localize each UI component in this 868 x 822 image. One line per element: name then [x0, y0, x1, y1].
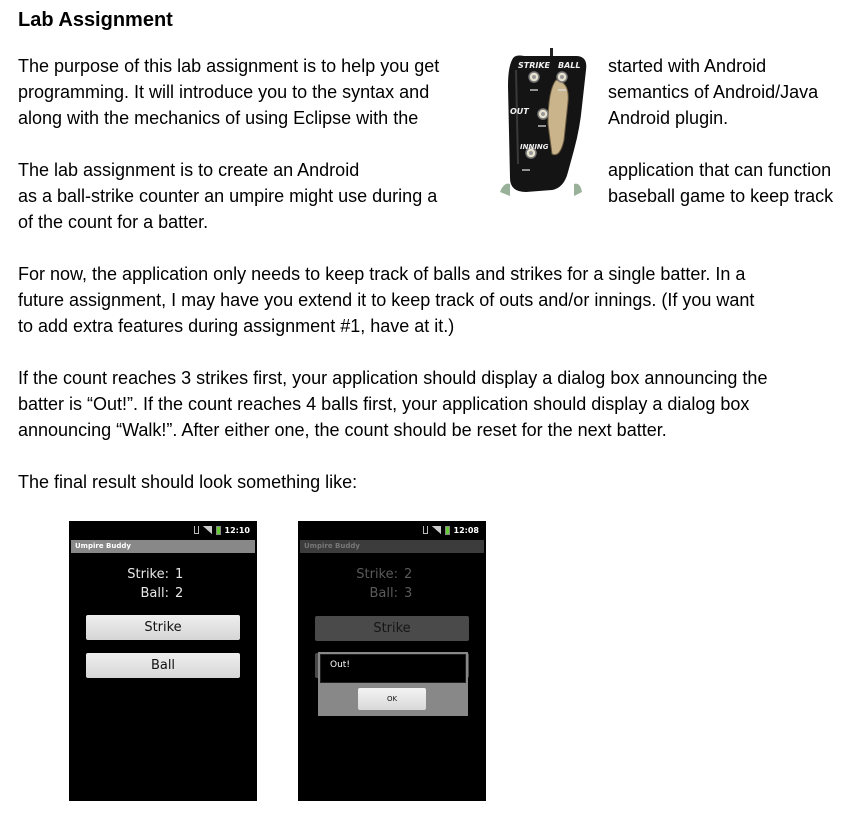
paragraph3-line3: to add extra features during assignment #1, have at it.) — [18, 316, 455, 336]
signal-icon — [432, 526, 441, 534]
paragraph4-line2: batter is “Out!”. If the count reaches 4 balls first, your application should display a dialog box — [18, 394, 750, 414]
paragraph2-line2: as a ball-strike counter an umpire might use during a — [18, 186, 438, 206]
battery-icon — [445, 526, 450, 535]
usb-icon — [194, 526, 199, 534]
status-bar — [298, 521, 486, 539]
clicker-label-inning: INNING — [520, 143, 549, 151]
ball-count — [69, 584, 189, 603]
paragraph3-line1: For now, the application only needs to keep track of balls and strikes for a single batter. In a — [18, 264, 746, 284]
status-time: 12:08 — [453, 525, 479, 535]
status-time: 12:10 — [224, 525, 250, 535]
dialog-message: Out! — [320, 654, 466, 683]
paragraph1-right-line2: semantics of Android/Java — [608, 82, 819, 102]
strike-count-label: Strike: — [127, 567, 169, 582]
strike-count — [69, 565, 189, 584]
status-bar — [69, 521, 257, 539]
usb-icon — [423, 526, 428, 534]
strike-count-value: 1 — [175, 567, 184, 582]
dialog-ok-button[interactable]: OK — [358, 688, 426, 710]
document-title: Lab Assignment — [18, 9, 173, 31]
paragraph2-line1: The lab assignment is to create an Android — [18, 160, 360, 180]
clicker-label-ball: BALL — [558, 61, 581, 70]
ball-count-value: 2 — [175, 586, 184, 601]
paragraph2-right-line1: application that can function — [608, 160, 832, 180]
paragraph2-line3: of the count for a batter. — [18, 212, 209, 232]
ball-count — [298, 584, 418, 603]
closing-line: The final result should look something like: — [18, 472, 358, 492]
clicker-label-strike: STRIKE — [518, 61, 551, 70]
paragraph1-line3: along with the mechanics of using Eclipse with the — [18, 108, 419, 128]
strike-button: Strike — [315, 616, 469, 641]
clicker-label-out: OUT — [510, 107, 529, 116]
app-title-bar: Umpire Buddy — [71, 540, 255, 553]
paragraph4-line1: If the count reaches 3 strikes first, your application should display a dialog box announcing the — [18, 368, 768, 388]
strike-count-value: 2 — [404, 567, 413, 582]
ball-count-label: Ball: — [369, 586, 398, 601]
paragraph1-line2: programming. It will introduce you to the syntax and — [18, 82, 430, 102]
paragraph1-line1: The purpose of this lab assignment is to help you get — [18, 56, 440, 76]
phone-screenshot-out-dialog — [298, 521, 486, 801]
strike-count — [298, 565, 418, 584]
strike-button[interactable]: Strike — [86, 615, 240, 640]
paragraph1-right-line1: started with Android — [608, 56, 767, 76]
paragraph1-right-line3: Android plugin. — [608, 108, 729, 128]
paragraph2-right-line2: baseball game to keep track — [608, 186, 834, 206]
battery-icon — [216, 526, 221, 535]
paragraph4-line3: announcing “Walk!”. After either one, the count should be reset for the next batter. — [18, 420, 667, 440]
phone-screenshot-counting — [69, 521, 257, 801]
ball-count-value: 3 — [404, 586, 413, 601]
paragraph3-line2: future assignment, I may have you extend it to keep track of outs and/or innings. (If you want — [18, 290, 755, 310]
strike-count-label: Strike: — [356, 567, 398, 582]
umpire-indicator-image — [494, 46, 594, 196]
ball-count-label: Ball: — [140, 586, 169, 601]
app-title-bar: Umpire Buddy — [300, 540, 484, 553]
signal-icon — [203, 526, 212, 534]
out-dialog — [318, 652, 468, 716]
ball-button[interactable]: Ball — [86, 653, 240, 678]
